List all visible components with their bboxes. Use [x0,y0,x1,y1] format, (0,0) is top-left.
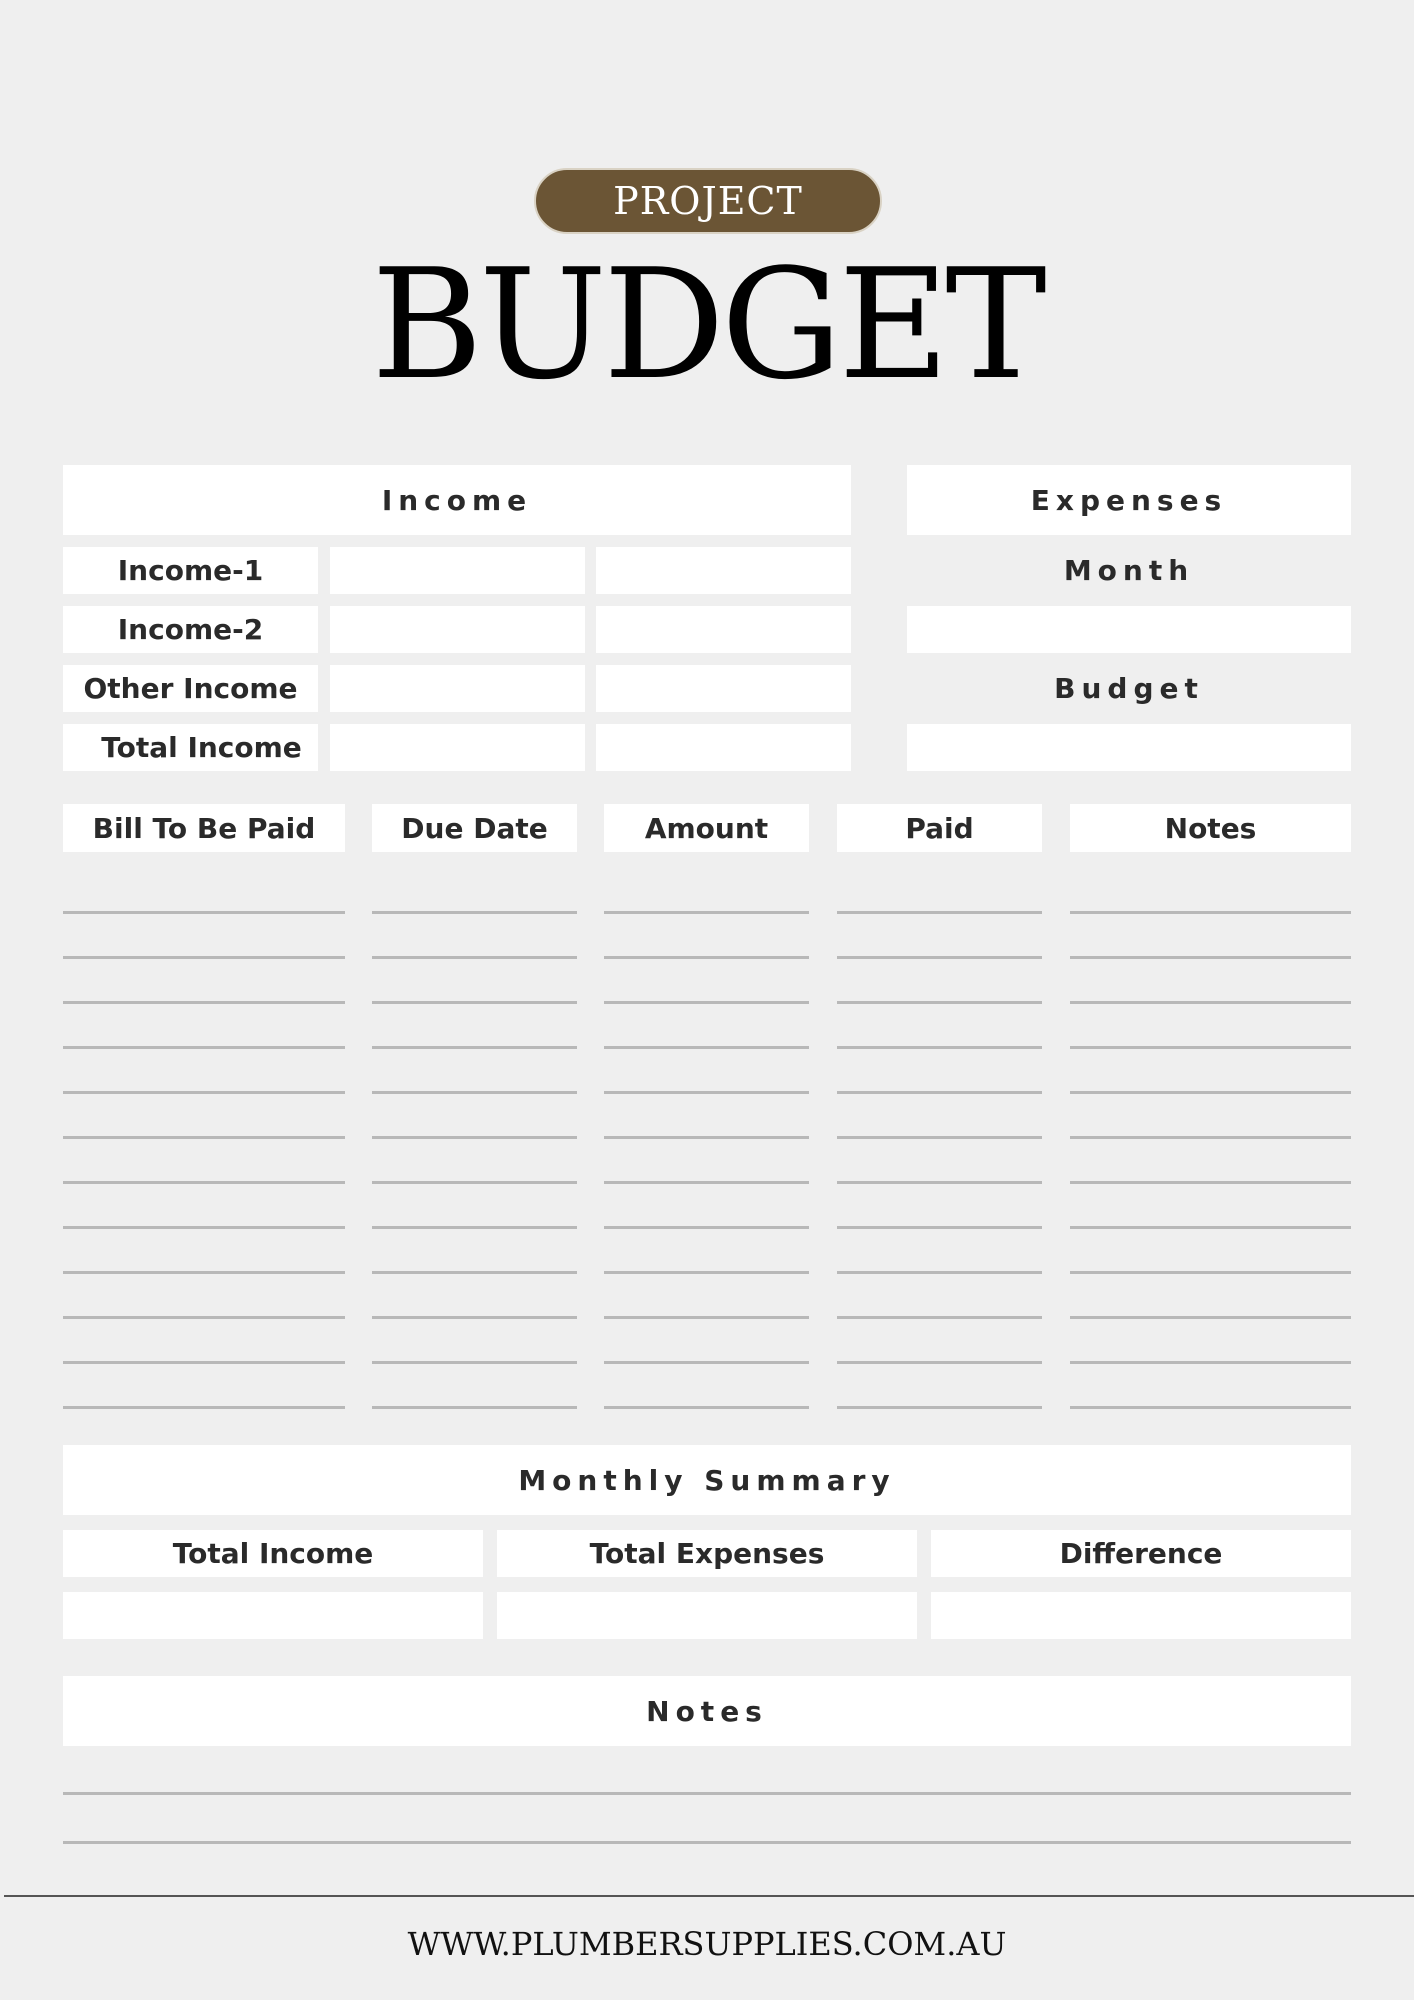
bill-entry-line[interactable] [1070,1361,1351,1364]
month-label: Month [1063,554,1195,587]
amount-column-header: Amount [604,804,809,852]
total-income-field-b[interactable] [596,724,851,771]
bill-entry-line[interactable] [837,956,1042,959]
bill-entry-line[interactable] [63,1271,345,1274]
bill-entry-line[interactable] [372,1316,577,1319]
bill-entry-line[interactable] [63,1091,345,1094]
income-heading: Income [63,465,851,535]
bill-entry-line[interactable] [372,1181,577,1184]
bill-entry-line[interactable] [837,1271,1042,1274]
bill-entry-line[interactable] [604,1316,809,1319]
bill-entry-line[interactable] [837,1406,1042,1409]
budget-field[interactable] [907,724,1351,771]
bill-entry-line[interactable] [63,956,345,959]
bill-entry-line[interactable] [372,1271,577,1274]
bill-entry-line[interactable] [837,1001,1042,1004]
bill-entry-line[interactable] [837,1046,1042,1049]
notes-column-header: Notes [1070,804,1351,852]
bill-entry-line[interactable] [372,911,577,914]
summary-difference-field[interactable] [931,1592,1351,1639]
budget-label: Budget [1054,672,1204,705]
bill-entry-line[interactable] [1070,1271,1351,1274]
other-income-label: Other Income [63,665,318,712]
bill-entry-line[interactable] [1070,1136,1351,1139]
bill-entry-line[interactable] [837,1181,1042,1184]
bill-entry-line[interactable] [604,956,809,959]
paid-column-header: Paid [837,804,1042,852]
bill-entry-line[interactable] [372,1361,577,1364]
other-income-field-b[interactable] [596,665,851,712]
income-1-label: Income-1 [63,547,318,594]
bill-entry-line[interactable] [604,1001,809,1004]
bill-entry-line[interactable] [63,1406,345,1409]
bill-entry-line[interactable] [372,956,577,959]
bill-entry-line[interactable] [837,1361,1042,1364]
due-date-column-header: Due Date [372,804,577,852]
notes-line[interactable] [63,1792,1351,1795]
bill-entry-line[interactable] [1070,911,1351,914]
bill-entry-line[interactable] [63,1316,345,1319]
bill-entry-line[interactable] [63,1046,345,1049]
footer-website: WWW.PLUMBERSUPPLIES.COM.AU [407,1925,1007,1963]
bill-entry-line[interactable] [837,1316,1042,1319]
bill-entry-line[interactable] [63,1361,345,1364]
bill-entry-line[interactable] [1070,1181,1351,1184]
summary-total-expenses-field[interactable] [497,1592,917,1639]
notes-line[interactable] [63,1841,1351,1844]
bill-entry-line[interactable] [372,1046,577,1049]
bill-entry-line[interactable] [63,1181,345,1184]
bill-entry-line[interactable] [1070,1091,1351,1094]
bill-entry-line[interactable] [372,1226,577,1229]
summary-total-expenses-label: Total Expenses [497,1530,917,1577]
bill-entry-line[interactable] [604,1406,809,1409]
bill-entry-line[interactable] [1070,1226,1351,1229]
month-field[interactable] [907,606,1351,653]
bill-entry-line[interactable] [837,1136,1042,1139]
income-1-field-b[interactable] [596,547,851,594]
bill-entry-line[interactable] [604,911,809,914]
summary-total-income-label: Total Income [63,1530,483,1577]
expenses-heading: Expenses [907,465,1351,535]
bill-entry-line[interactable] [604,1046,809,1049]
notes-heading: Notes [63,1676,1351,1746]
bill-entry-line[interactable] [604,1226,809,1229]
footer-divider [4,1895,1414,1897]
bill-entry-line[interactable] [1070,956,1351,959]
bill-entry-line[interactable] [63,1136,345,1139]
bill-entry-line[interactable] [837,1091,1042,1094]
income-2-field-a[interactable] [330,606,585,653]
bill-entry-line[interactable] [1070,1046,1351,1049]
bill-entry-line[interactable] [604,1181,809,1184]
bill-entry-line[interactable] [63,1226,345,1229]
bill-entry-line[interactable] [837,1226,1042,1229]
bill-entry-line[interactable] [604,1361,809,1364]
bill-entry-line[interactable] [1070,1001,1351,1004]
total-income-field-a[interactable] [330,724,585,771]
bill-entry-line[interactable] [1070,1316,1351,1319]
income-2-label: Income-2 [63,606,318,653]
summary-total-income-field[interactable] [63,1592,483,1639]
summary-difference-label: Difference [931,1530,1351,1577]
bill-entry-line[interactable] [1070,1406,1351,1409]
total-income-label: Total Income [63,724,318,771]
income-1-field-a[interactable] [330,547,585,594]
bill-entry-line[interactable] [604,1136,809,1139]
bill-entry-line[interactable] [837,911,1042,914]
bill-entry-line[interactable] [372,1001,577,1004]
monthly-summary-heading: Monthly Summary [63,1445,1351,1515]
other-income-field-a[interactable] [330,665,585,712]
bill-entry-line[interactable] [63,1001,345,1004]
bill-entry-line[interactable] [372,1091,577,1094]
bill-entry-line[interactable] [604,1271,809,1274]
bill-entry-line[interactable] [372,1136,577,1139]
income-2-field-b[interactable] [596,606,851,653]
project-badge: PROJECT [534,168,882,234]
bill-entry-line[interactable] [604,1091,809,1094]
page-title: BUDGET [371,236,1043,413]
bill-column-header: Bill To Be Paid [63,804,345,852]
bill-entry-line[interactable] [63,911,345,914]
bill-entry-line[interactable] [372,1406,577,1409]
